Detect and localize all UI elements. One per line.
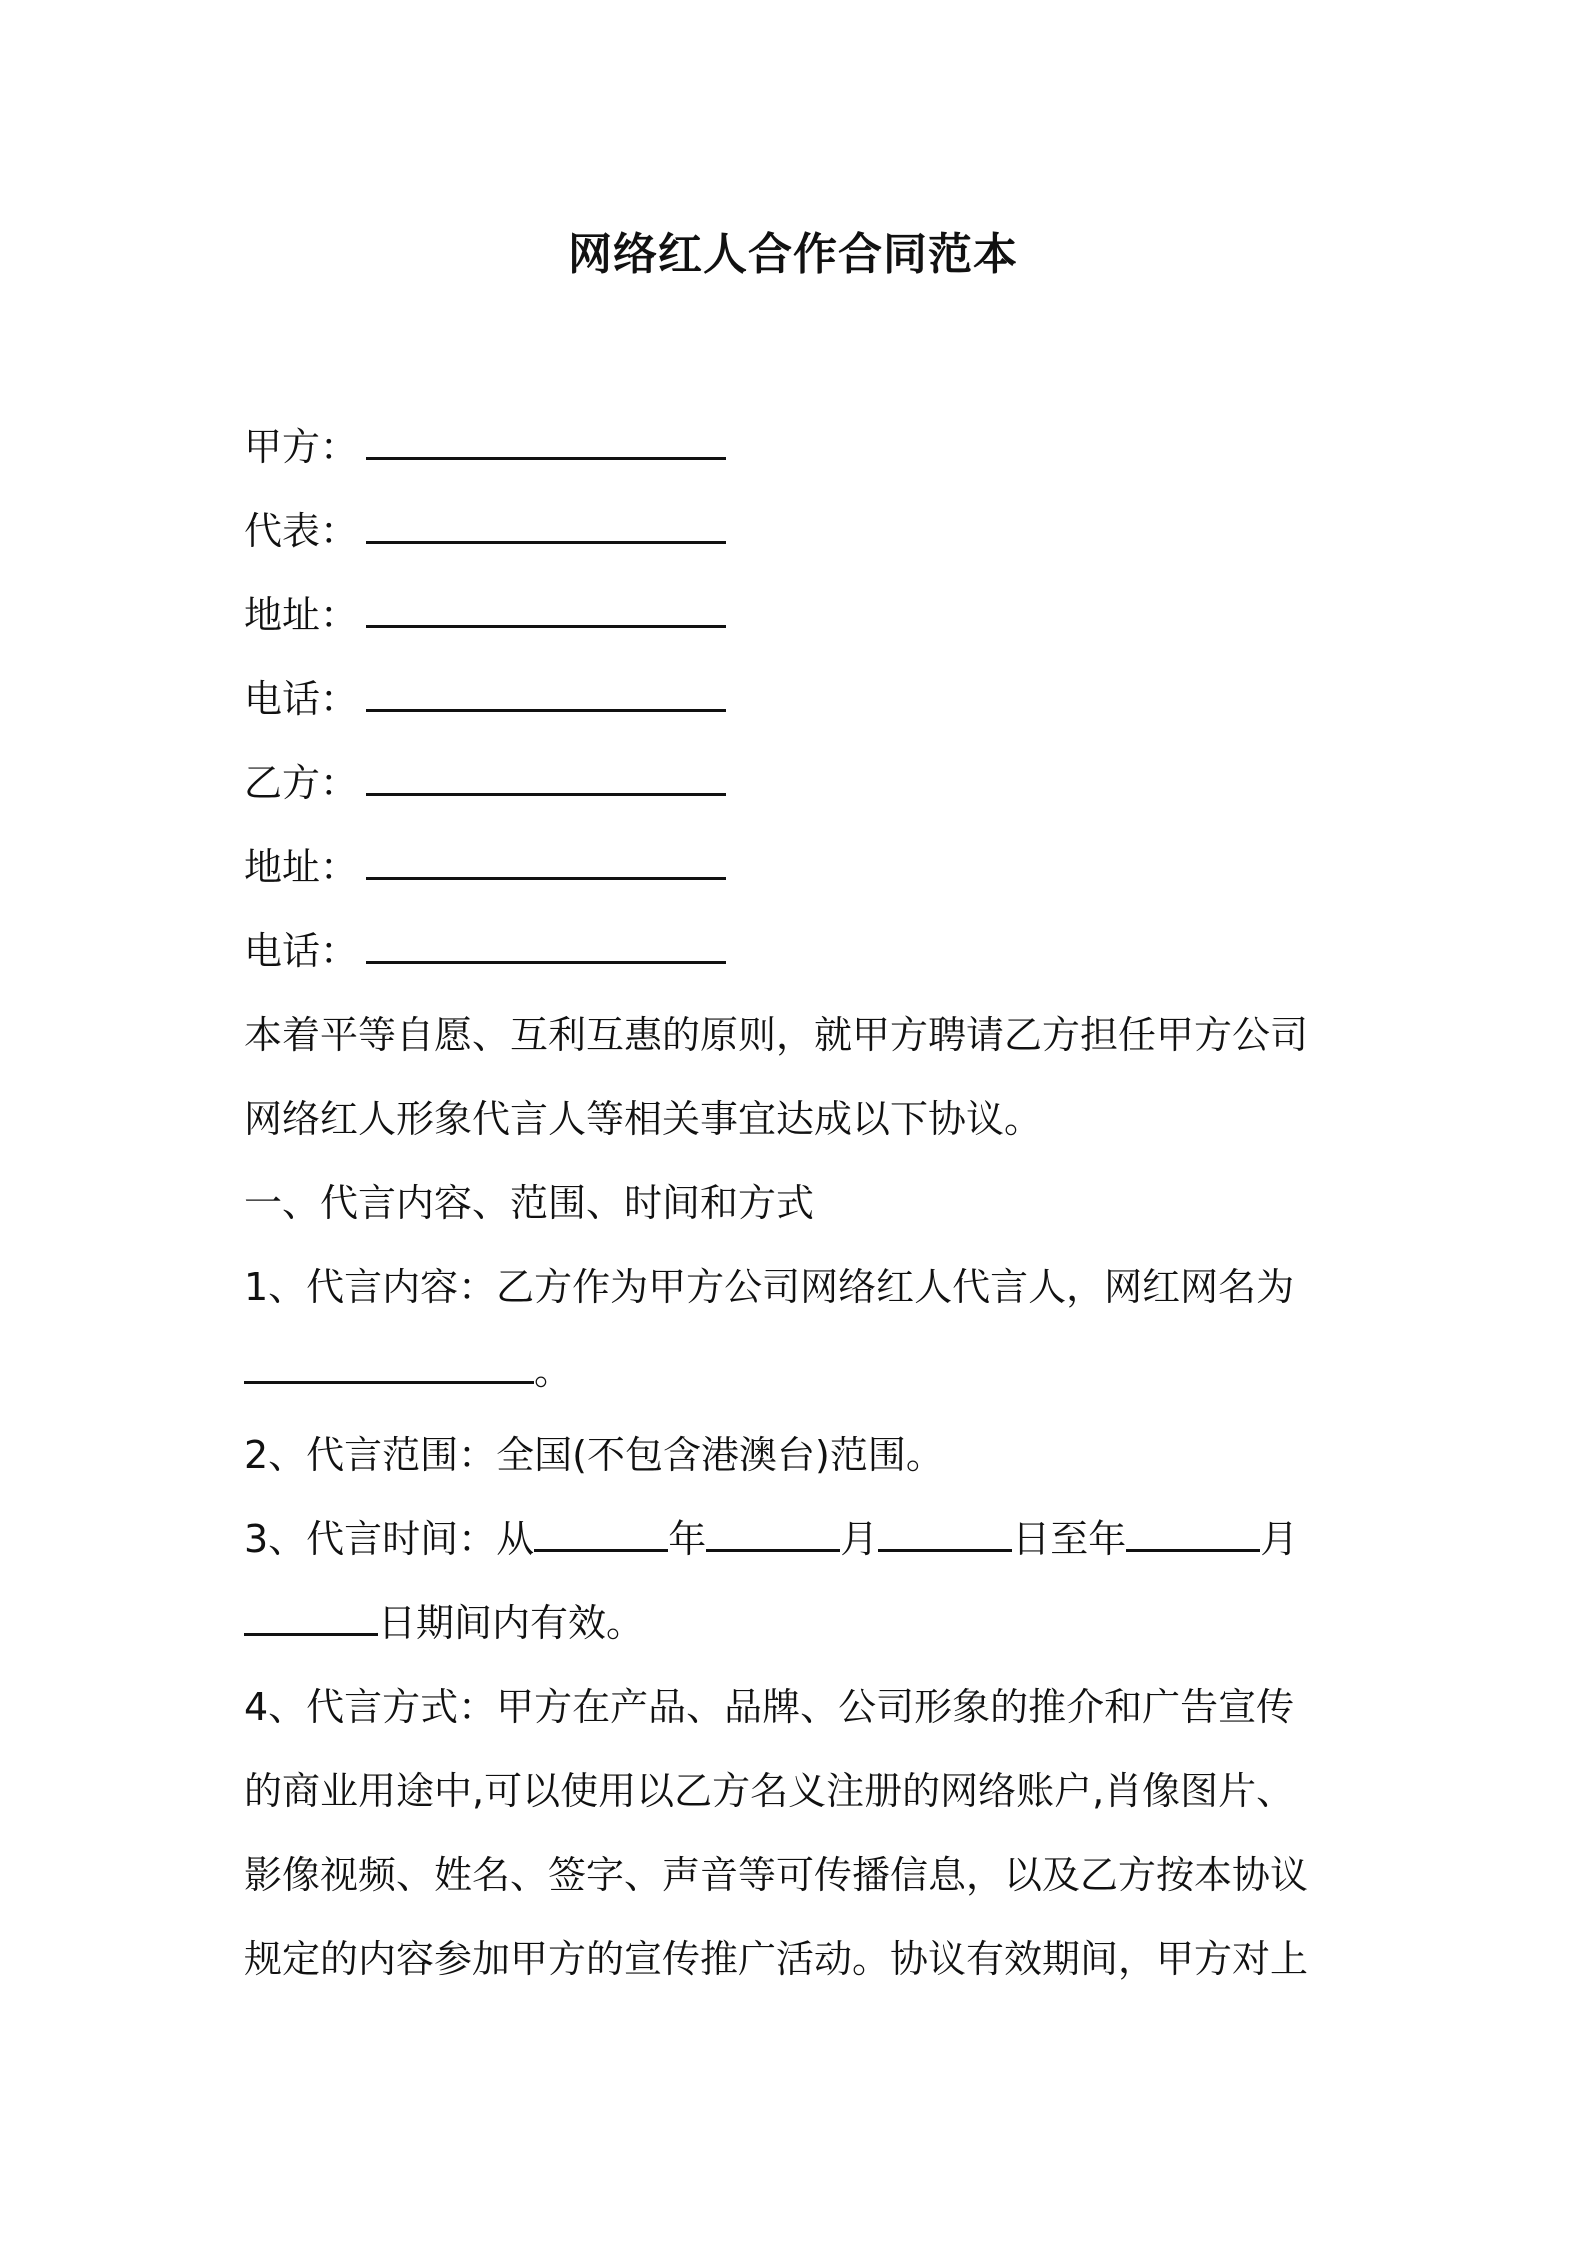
party-a-address-label: 地址： xyxy=(244,593,359,637)
item-3-month-label: 月 xyxy=(840,1517,879,1561)
party-b-phone-field xyxy=(244,909,1364,993)
party-b-phone-blank xyxy=(366,929,726,964)
party-b-field xyxy=(244,741,1364,825)
end-month-blank xyxy=(1126,1517,1260,1552)
end-day-blank xyxy=(244,1601,378,1636)
item-4-line-4: 规定的内容参加甲方的宣传推广活动。协议有效期间，甲方对上 xyxy=(244,1937,1309,1981)
item-3-line-1 xyxy=(244,1497,1364,1581)
party-b-label: 乙方： xyxy=(244,761,359,805)
party-a-blank xyxy=(366,425,726,460)
party-a-phone-label: 电话： xyxy=(244,677,359,721)
item-4-line-1: 4、代言方式：甲方在产品、品牌、公司形象的推介和广告宣传 xyxy=(244,1685,1295,1729)
party-a-address-blank xyxy=(366,593,726,628)
start-year-blank xyxy=(534,1517,668,1552)
party-b-address-field xyxy=(244,825,1364,909)
intro-line-1: 本着平等自愿、互利互惠的原则，就甲方聘请乙方担任甲方公司 xyxy=(244,1013,1309,1057)
representative-field xyxy=(244,489,1364,573)
start-month-blank xyxy=(706,1517,840,1552)
party-b-address-blank xyxy=(366,845,726,880)
intro-line-2: 网络红人形象代言人等相关事宜达成以下协议。 xyxy=(244,1097,1043,1141)
item-4-line-3: 影像视频、姓名、签字、声音等可传播信息，以及乙方按本协议 xyxy=(244,1853,1309,1897)
item-1-line-1: 1、代言内容：乙方作为甲方公司网络红人代言人，网红网名为 xyxy=(244,1265,1295,1309)
item-3-line-2 xyxy=(244,1581,1364,1665)
item-3-month2-label: 月 xyxy=(1260,1517,1299,1561)
start-day-blank xyxy=(878,1517,1012,1552)
document-body xyxy=(244,405,1364,2001)
item-3-day-to-label: 日至年 xyxy=(1012,1517,1127,1561)
influencer-name-blank xyxy=(244,1349,534,1384)
party-a-field xyxy=(244,405,1364,489)
item-1-period: 。 xyxy=(534,1349,573,1393)
item-4-line-2: 的商业用途中,可以使用以乙方名义注册的网络账户,肖像图片、 xyxy=(244,1769,1295,1813)
representative-label: 代表： xyxy=(244,509,359,553)
party-b-address-label: 地址： xyxy=(244,845,359,889)
section-1-heading: 一、代言内容、范围、时间和方式 xyxy=(244,1181,815,1225)
party-a-address-field xyxy=(244,573,1364,657)
item-3-suffix: 日期间内有效。 xyxy=(378,1601,645,1645)
item-2: 2、代言范围：全国(不包含港澳台)范围。 xyxy=(244,1433,944,1477)
party-b-blank xyxy=(366,761,726,796)
item-3-prefix: 3、代言时间：从 xyxy=(244,1517,535,1561)
item-1-line-2 xyxy=(244,1329,1364,1413)
party-a-phone-blank xyxy=(366,677,726,712)
party-a-phone-field xyxy=(244,657,1364,741)
party-a-label: 甲方： xyxy=(244,425,359,469)
party-b-phone-label: 电话： xyxy=(244,929,359,973)
representative-blank xyxy=(366,509,726,544)
document-title: 网络红人合作合同范本 xyxy=(568,229,1018,280)
item-3-year-label: 年 xyxy=(668,1517,707,1561)
